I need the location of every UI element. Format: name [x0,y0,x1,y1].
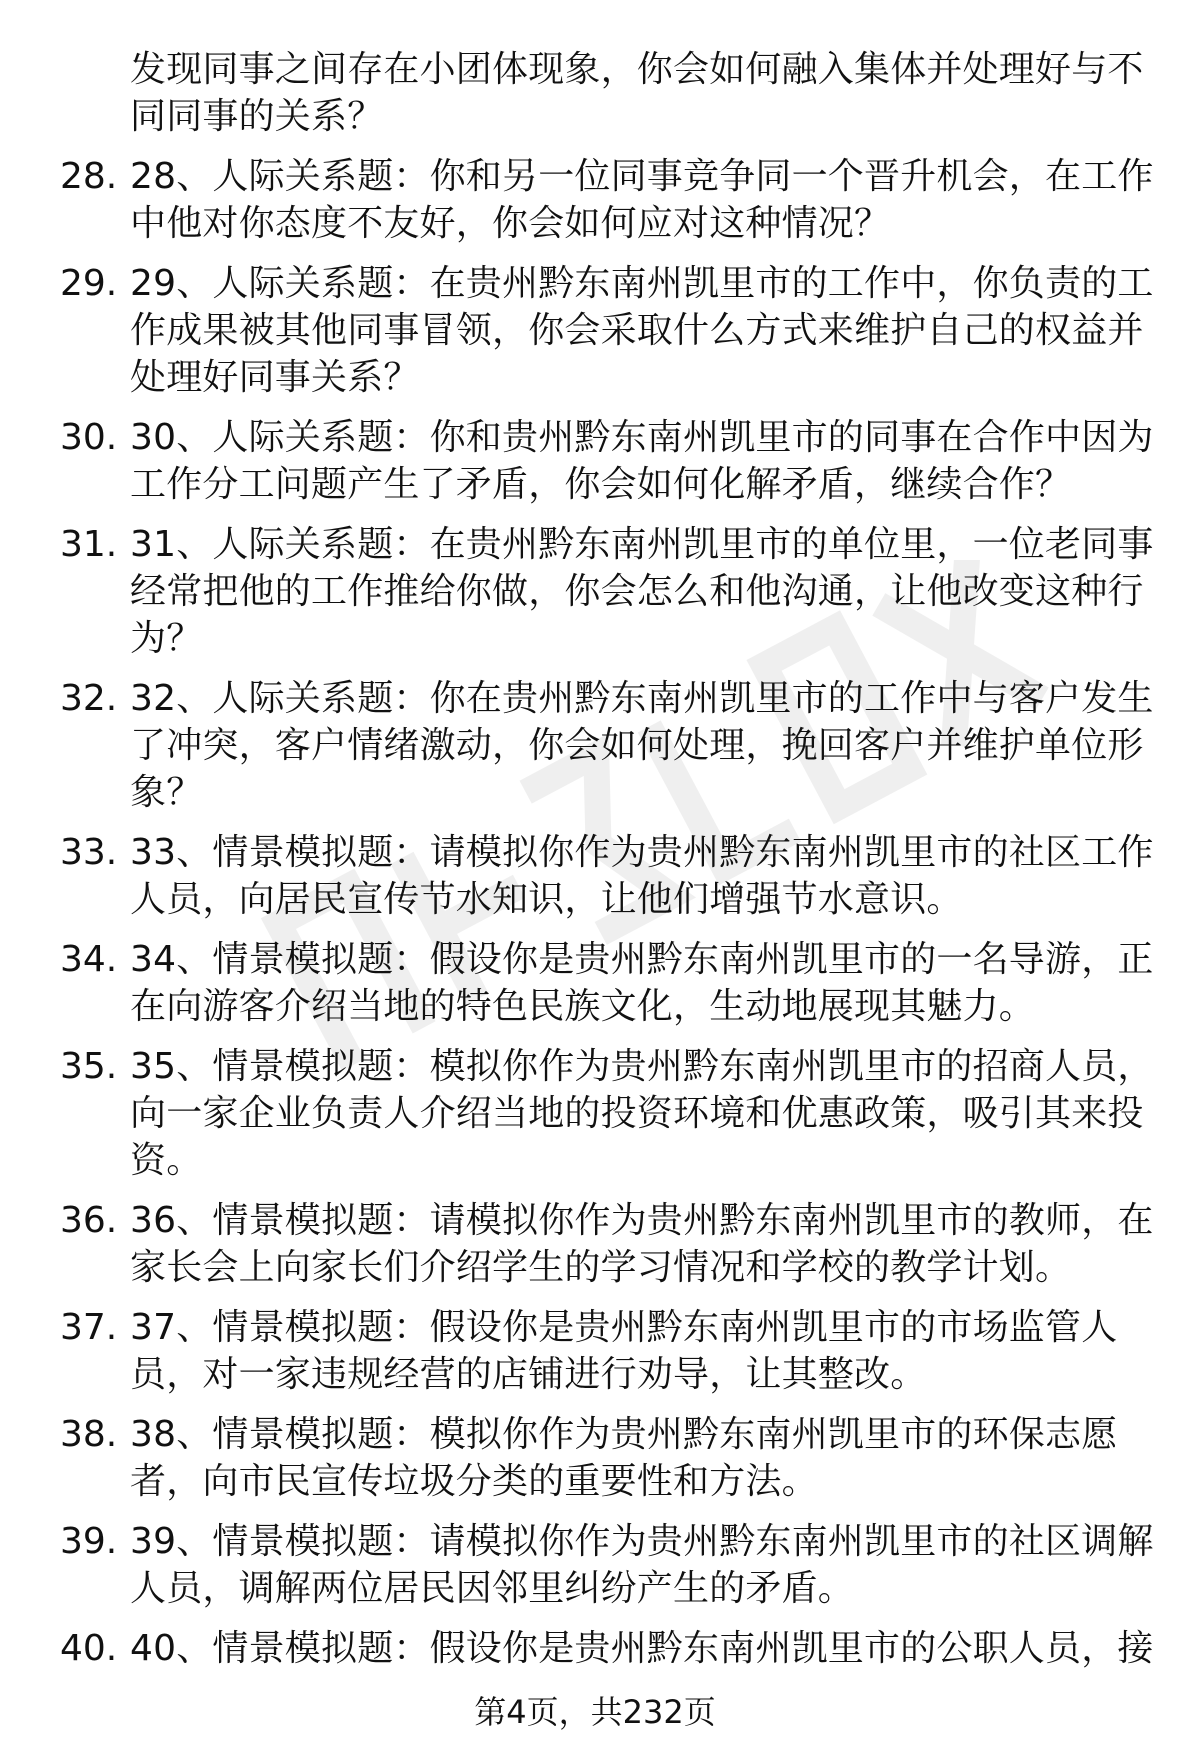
item-number: 39. [60,1521,118,1562]
item-number: 33. [60,832,118,873]
page-footer: 第4页，共232页 [474,1693,716,1731]
item-text: 29、人际关系题：在贵州黔东南州凯里市的工作中，你负责的工作成果被其他同事冒领，你会采取什么方式来维护自己的权益并处理好同事关系？ [130,263,1154,398]
item-number: 38. [60,1414,118,1455]
list-item [60,1625,1160,1672]
item-number: 37. [60,1307,118,1348]
list-item [60,936,1160,1030]
list-item [60,153,1160,247]
list-item [60,675,1160,816]
item-number: 32. [60,678,118,719]
item-number: 40. [60,1628,118,1669]
item-text: 40、情景模拟题：假设你是贵州黔东南州凯里市的公职人员，接 [130,1628,1154,1669]
list-item [60,1304,1160,1398]
document-body [60,46,1160,1672]
list-item [60,414,1160,508]
list-item [60,1043,1160,1184]
continuation-line: 同同事的关系？ [130,96,384,137]
item-text: 30、人际关系题：你和贵州黔东南州凯里市的同事在合作中因为工作分工问题产生了矛盾，你会如何化解矛盾，继续合作？ [130,417,1154,505]
item-number: 30. [60,417,118,458]
item-text: 33、情景模拟题：请模拟你作为贵州黔东南州凯里市的社区工作人员，向居民宣传节水知识，让他们增强节水意识。 [130,832,1154,920]
item-text: 38、情景模拟题：模拟你作为贵州黔东南州凯里市的环保志愿者，向市民宣传垃圾分类的重要性和方法。 [130,1414,1118,1502]
item-text: 31、人际关系题：在贵州黔东南州凯里市的单位里，一位老同事经常把他的工作推给你做，你会怎么和他沟通，让他改变这种行为？ [130,524,1154,659]
list-item [60,1518,1160,1612]
list-item [60,1411,1160,1505]
list-item [60,260,1160,401]
list-item [60,1197,1160,1291]
list-item [60,829,1160,923]
item-number: 35. [60,1046,118,1087]
item-number: 34. [60,939,118,980]
item-number: 31. [60,524,118,565]
item-number: 29. [60,263,118,304]
item-text: 32、人际关系题：你在贵州黔东南州凯里市的工作中与客户发生了冲突，客户情绪激动，你会如何处理，挽回客户并维护单位形象？ [130,678,1154,813]
item-text: 36、情景模拟题：请模拟你作为贵州黔东南州凯里市的教师，在家长会上向家长们介绍学生的学习情况和学校的教学计划。 [130,1200,1154,1288]
item-number: 36. [60,1200,118,1241]
item-text: 37、情景模拟题：假设你是贵州黔东南州凯里市的市场监管人员，对一家违规经营的店铺进行劝导，让其整改。 [130,1307,1118,1395]
item-text: 39、情景模拟题：请模拟你作为贵州黔东南州凯里市的社区调解人员，调解两位居民因邻里纠纷产生的矛盾。 [130,1521,1154,1609]
item-text: 34、情景模拟题：假设你是贵州黔东南州凯里市的一名导游，正在向游客介绍当地的特色民族文化，生动地展现其魅力。 [130,939,1154,1027]
item-text: 35、情景模拟题：模拟你作为贵州黔东南州凯里市的招商人员，向一家企业负责人介绍当地的投资环境和优惠政策，吸引其来投资。 [130,1046,1154,1181]
item-text: 28、人际关系题：你和另一位同事竞争同一个晋升机会，在工作中他对你态度不友好，你会如何应对这种情况？ [130,156,1154,244]
item-number: 28. [60,156,118,197]
continuation-line: 发现同事之间存在小团体现象，你会如何融入集体并处理好与不 [130,49,1144,90]
list-item [60,521,1160,662]
